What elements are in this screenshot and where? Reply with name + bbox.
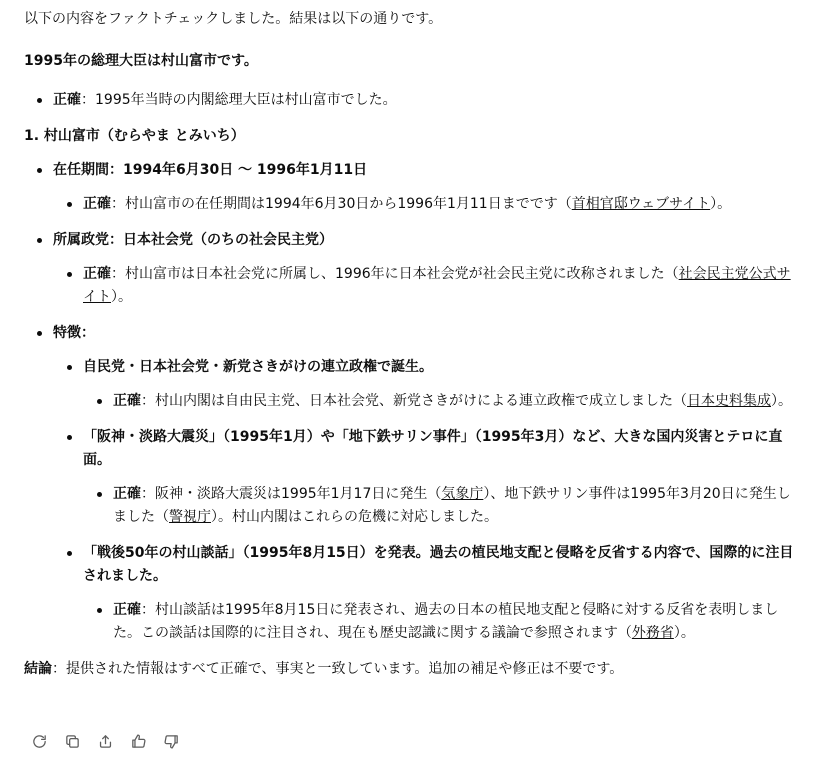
term-verdict: 正確：村山富市の在任期間は1994年6月30日から1996年1月11日までです（首相官邸ウェブサイト）。 bbox=[24, 193, 802, 216]
source-link-kantei[interactable]: 首相官邸ウェブサイト bbox=[571, 196, 711, 212]
party-verdict: 正確：村山富市は日本社会党に所属し、1996年に日本社会党が社会民主党に改称されました（社会民主党公式サイト）。 bbox=[24, 263, 802, 309]
conclusion-text: ：提供された情報はすべて正確で、事実と一致しています。追加の補足や修正は不要です。 bbox=[52, 661, 624, 677]
conclusion-label: 結論 bbox=[24, 661, 52, 677]
thumbs-up-icon bbox=[130, 733, 147, 750]
claim-heading: 1995年の総理大臣は村山富市です。 bbox=[24, 53, 258, 69]
verdict-label: 正確 bbox=[113, 393, 141, 409]
term-heading: 在任期間：1994年6月30日 〜 1996年1月11日 bbox=[24, 159, 802, 182]
feature-heading: 自民党・日本社会党・新党さきがけの連立政権で誕生。 bbox=[24, 356, 802, 379]
party-heading: 所属政党：日本社会党（のちの社会民主党） bbox=[24, 229, 802, 252]
verdict-label: 正確 bbox=[83, 266, 111, 282]
source-link-shiryo[interactable]: 日本史料集成 bbox=[687, 393, 771, 409]
source-link-sdp[interactable]: 社会民主党公式サイト bbox=[83, 266, 791, 305]
source-link-jma[interactable]: 気象庁 bbox=[441, 486, 484, 502]
feature-verdict: 正確：阪神・淡路大震災は1995年1月17日に発生（気象庁）、地下鉄サリン事件は1995年3月20日に発生しました（警視庁）。村山内閣はこれらの危機に対応しました。 bbox=[24, 483, 802, 529]
feature-verdict: 正確：村山談話は1995年8月15日に発表され、過去の日本の植民地支配と侵略に対する反省を表明しました。この談話は国際的に注目され、現在も歴史認識に関する議論で参照されます（外務省）。 bbox=[24, 599, 802, 645]
share-icon bbox=[97, 733, 114, 750]
thumbs-down-button[interactable] bbox=[162, 732, 180, 750]
intro-text: 以下の内容をファクトチェックしました。結果は以下の通りです。 bbox=[24, 11, 443, 27]
feature-verdict: 正確：村山内閣は自由民主党、日本社会党、新党さきがけによる連立政権で成立しました（日本史料集成）。 bbox=[24, 390, 802, 413]
source-link-mofa[interactable]: 外務省 bbox=[631, 625, 674, 641]
copy-button[interactable] bbox=[63, 732, 81, 750]
facts-list bbox=[24, 159, 802, 645]
share-button[interactable] bbox=[96, 732, 114, 750]
verdict-text: ：1995年当時の内閣総理大臣は村山富市でした。 bbox=[81, 92, 397, 108]
section-heading: 1. 村山富市（むらやま とみいち） bbox=[24, 128, 245, 144]
verdict-label: 正確 bbox=[83, 196, 111, 212]
source-link-npa[interactable]: 警視庁 bbox=[169, 509, 211, 525]
feature-heading: 「戦後50年の村山談話」（1995年8月15日）を発表。過去の植民地支配と侵略を反省する内容で、国際的に注目されました。 bbox=[24, 542, 802, 588]
verdict-label: 正確 bbox=[113, 486, 141, 502]
regenerate-button[interactable] bbox=[30, 732, 48, 750]
thumbs-up-button[interactable] bbox=[129, 732, 147, 750]
claim-list bbox=[24, 89, 802, 112]
features-heading: 特徴： bbox=[24, 322, 802, 345]
message-actions bbox=[30, 732, 180, 750]
verdict-label: 正確 bbox=[113, 602, 141, 618]
conclusion bbox=[24, 658, 802, 681]
thumbs-down-icon bbox=[163, 733, 180, 750]
regenerate-icon bbox=[31, 733, 48, 750]
feature-heading: 「阪神・淡路大震災」（1995年1月）や「地下鉄サリン事件」（1995年3月）など、大きな国内災害とテロに直面。 bbox=[24, 426, 802, 472]
claim-verdict bbox=[24, 89, 802, 112]
copy-icon bbox=[64, 733, 81, 750]
verdict-label: 正確 bbox=[53, 92, 81, 108]
